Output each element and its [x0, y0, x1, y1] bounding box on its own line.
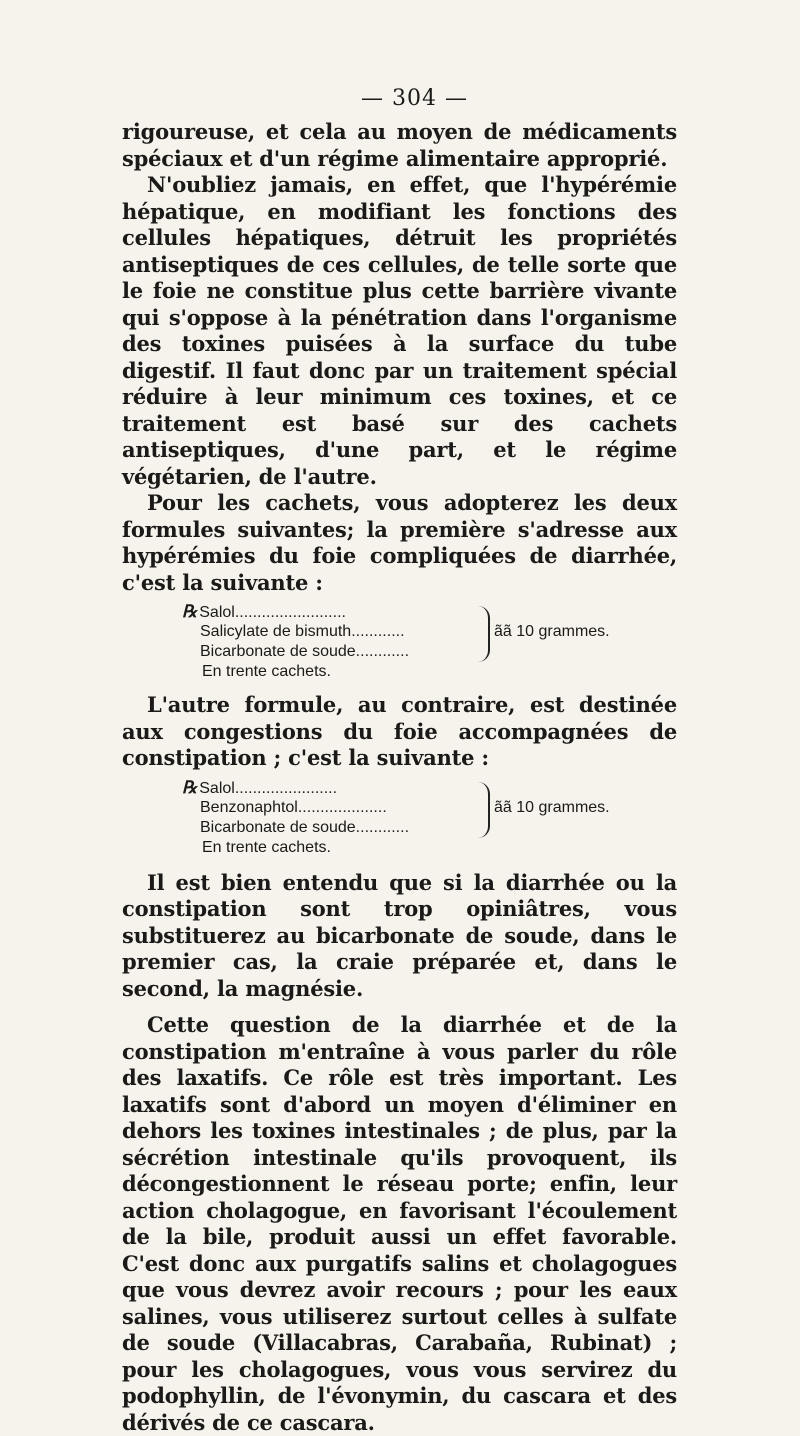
page-number: — 304 —	[361, 86, 468, 111]
paragraph-1: rigoureuse, et cela au moyen de médicaments spéciaux et d'un régime alimentaire approprié.	[122, 119, 677, 171]
formula-1-item-salol: ℞ Salol.........................	[182, 602, 346, 622]
formula-2	[122, 778, 677, 860]
paragraph-5: Il est bien entendu que si la diarrhée ou la constipation sont trop opiniâtres, vous substituerez au bicarbonate de soude, dans le premier cas, la craie préparée et, dans le second, la magnésie.	[122, 869, 677, 1001]
formula-1-quantity: ãã 10 grammes.	[494, 623, 610, 640]
formula-2-item-bicarbonate: Bicarbonate de soude............	[200, 818, 410, 836]
formula-2-quantity: ãã 10 grammes.	[494, 798, 610, 816]
formula-1-footer: En trente cachets.	[202, 663, 331, 680]
formula-2-item-benzonaphtol: Benzonaphtol....................	[200, 798, 387, 816]
formula-1-item-bicarbonate: Bicarbonate de soude............	[200, 643, 410, 660]
formula-1-item-bismuth: Salicylate de bismuth............	[200, 623, 405, 640]
formula-1-brace	[478, 606, 490, 662]
paragraph-4: L'autre formule, au contraire, est destinée aux congestions du foie accompagnées de constipation ; c'est la suivante :	[122, 692, 677, 770]
formula-1	[122, 602, 677, 684]
paragraph-6: Cette question de la diarrhée et de la constipation m'entraîne à vous parler du rôle des laxatifs. Ce rôle est très important. Les laxatifs sont d'abord un moyen d'éliminer en dehors les toxines intestinales ; de plus, par la sécrétion intestinale qu'ils provoquent, ils décongestionnent le réseau porte; enfin, leur action cholagogue, en favorisant l'écoulement de la bile, produit aussi un effet favorable. C'est donc aux purgatifs salins et cholagogues que vous devrez avoir recours ; pour les eaux salines, vous utiliserez surtout celles à sulfate de soude (Villacabras, Carabaña, Rubinat) ; pour les cholagogues, vous vous servirez du podophyllin, de l'évonymin, du cascara et des dérivés de ce cascara.	[122, 1012, 677, 1435]
paragraph-3: Pour les cachets, vous adopterez les deux formules suivantes; la première s'adresse aux hypérémies du foie compliquées de diarrhée, c'est la suivante :	[122, 490, 677, 595]
paragraph-2: N'oubliez jamais, en effet, que l'hypérémie hépatique, en modifiant les fonctions des cellules hépatiques, détruit les propriétés antiseptiques de ces cellules, de telle sorte que le foie ne constitue plus cette barrière vivante qui s'oppose à la pénétration dans l'organisme des toxines puisées à la surface du tube digestif. Il faut donc par un traitement spécial réduire à leur minimum ces toxines, et ce traitement est basé sur des cachets antiseptiques, d'une part, et le régime végétarien, de l'autre.	[122, 172, 677, 489]
formula-2-brace	[478, 782, 490, 838]
formula-2-footer: En trente cachets.	[202, 838, 331, 856]
recipe-icon: ℞	[182, 777, 198, 798]
book-page	[122, 86, 677, 1436]
formula-2-item-salol: ℞ Salol.......................	[182, 777, 338, 798]
recipe-icon: ℞	[182, 602, 198, 622]
